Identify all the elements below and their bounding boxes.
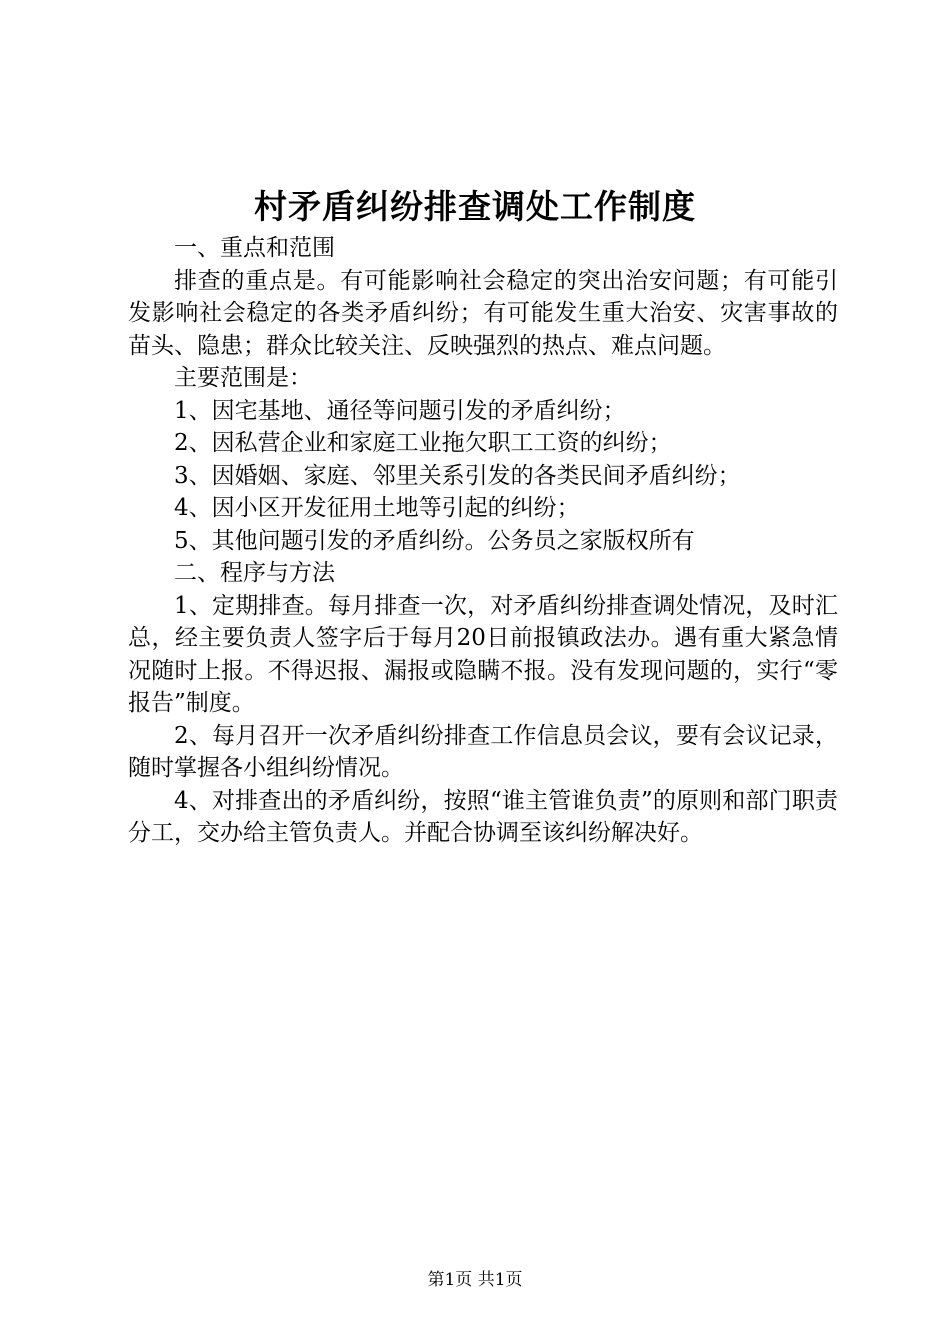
body-paragraph: 4、对排查出的矛盾纠纷，按照“谁主管谁负责”的原则和部门职责分工，交办给主管负责人。并配合协调至该纠纷解决好。 xyxy=(128,787,838,846)
list-item: 3、因婚姻、家庭、邻里关系引发的各类民间矛盾纠纷； xyxy=(174,462,741,489)
document-title: 村矛盾纠纷排查调处工作制度 xyxy=(254,187,696,226)
body-paragraph: 1、定期排查。每月排查一次，对矛盾纠纷排查调处情况，及时汇总，经主要负责人签字后于每月20日前报镇政法办。遇有重大紧急情况随时上报。不得迟报、漏报或隐瞒不报。没有发现问题的，实行“零报告”制度。 xyxy=(128,592,838,716)
body-paragraph: 2、每月召开一次矛盾纠纷排查工作信息员会议，要有会议记录，随时掌握各小组纠纷情况。 xyxy=(128,722,838,781)
document-body xyxy=(128,232,838,850)
body-paragraph: 排查的重点是。有可能影响社会稳定的突出治安问题；有可能引发影响社会稳定的各类矛盾纠纷；有可能发生重大治安、灾害事故的苗头、隐患；群众比较关注、反映强烈的热点、难点问题。 xyxy=(128,267,838,359)
section-heading: 二、程序与方法 xyxy=(174,560,335,586)
page-footer: 第1页 共1页 xyxy=(427,1270,523,1290)
list-item: 5、其他问题引发的矛盾纠纷。公务员之家版权所有 xyxy=(174,527,695,554)
list-item: 4、因小区开发征用土地等引起的纠纷； xyxy=(174,495,580,521)
section-heading: 一、重点和范围 xyxy=(174,235,335,261)
list-item: 2、因私营企业和家庭工业拖欠职工工资的纠纷； xyxy=(174,430,672,456)
body-paragraph: 主要范围是： xyxy=(174,365,312,391)
list-item: 1、因宅基地、通径等问题引发的矛盾纠纷； xyxy=(174,397,626,424)
